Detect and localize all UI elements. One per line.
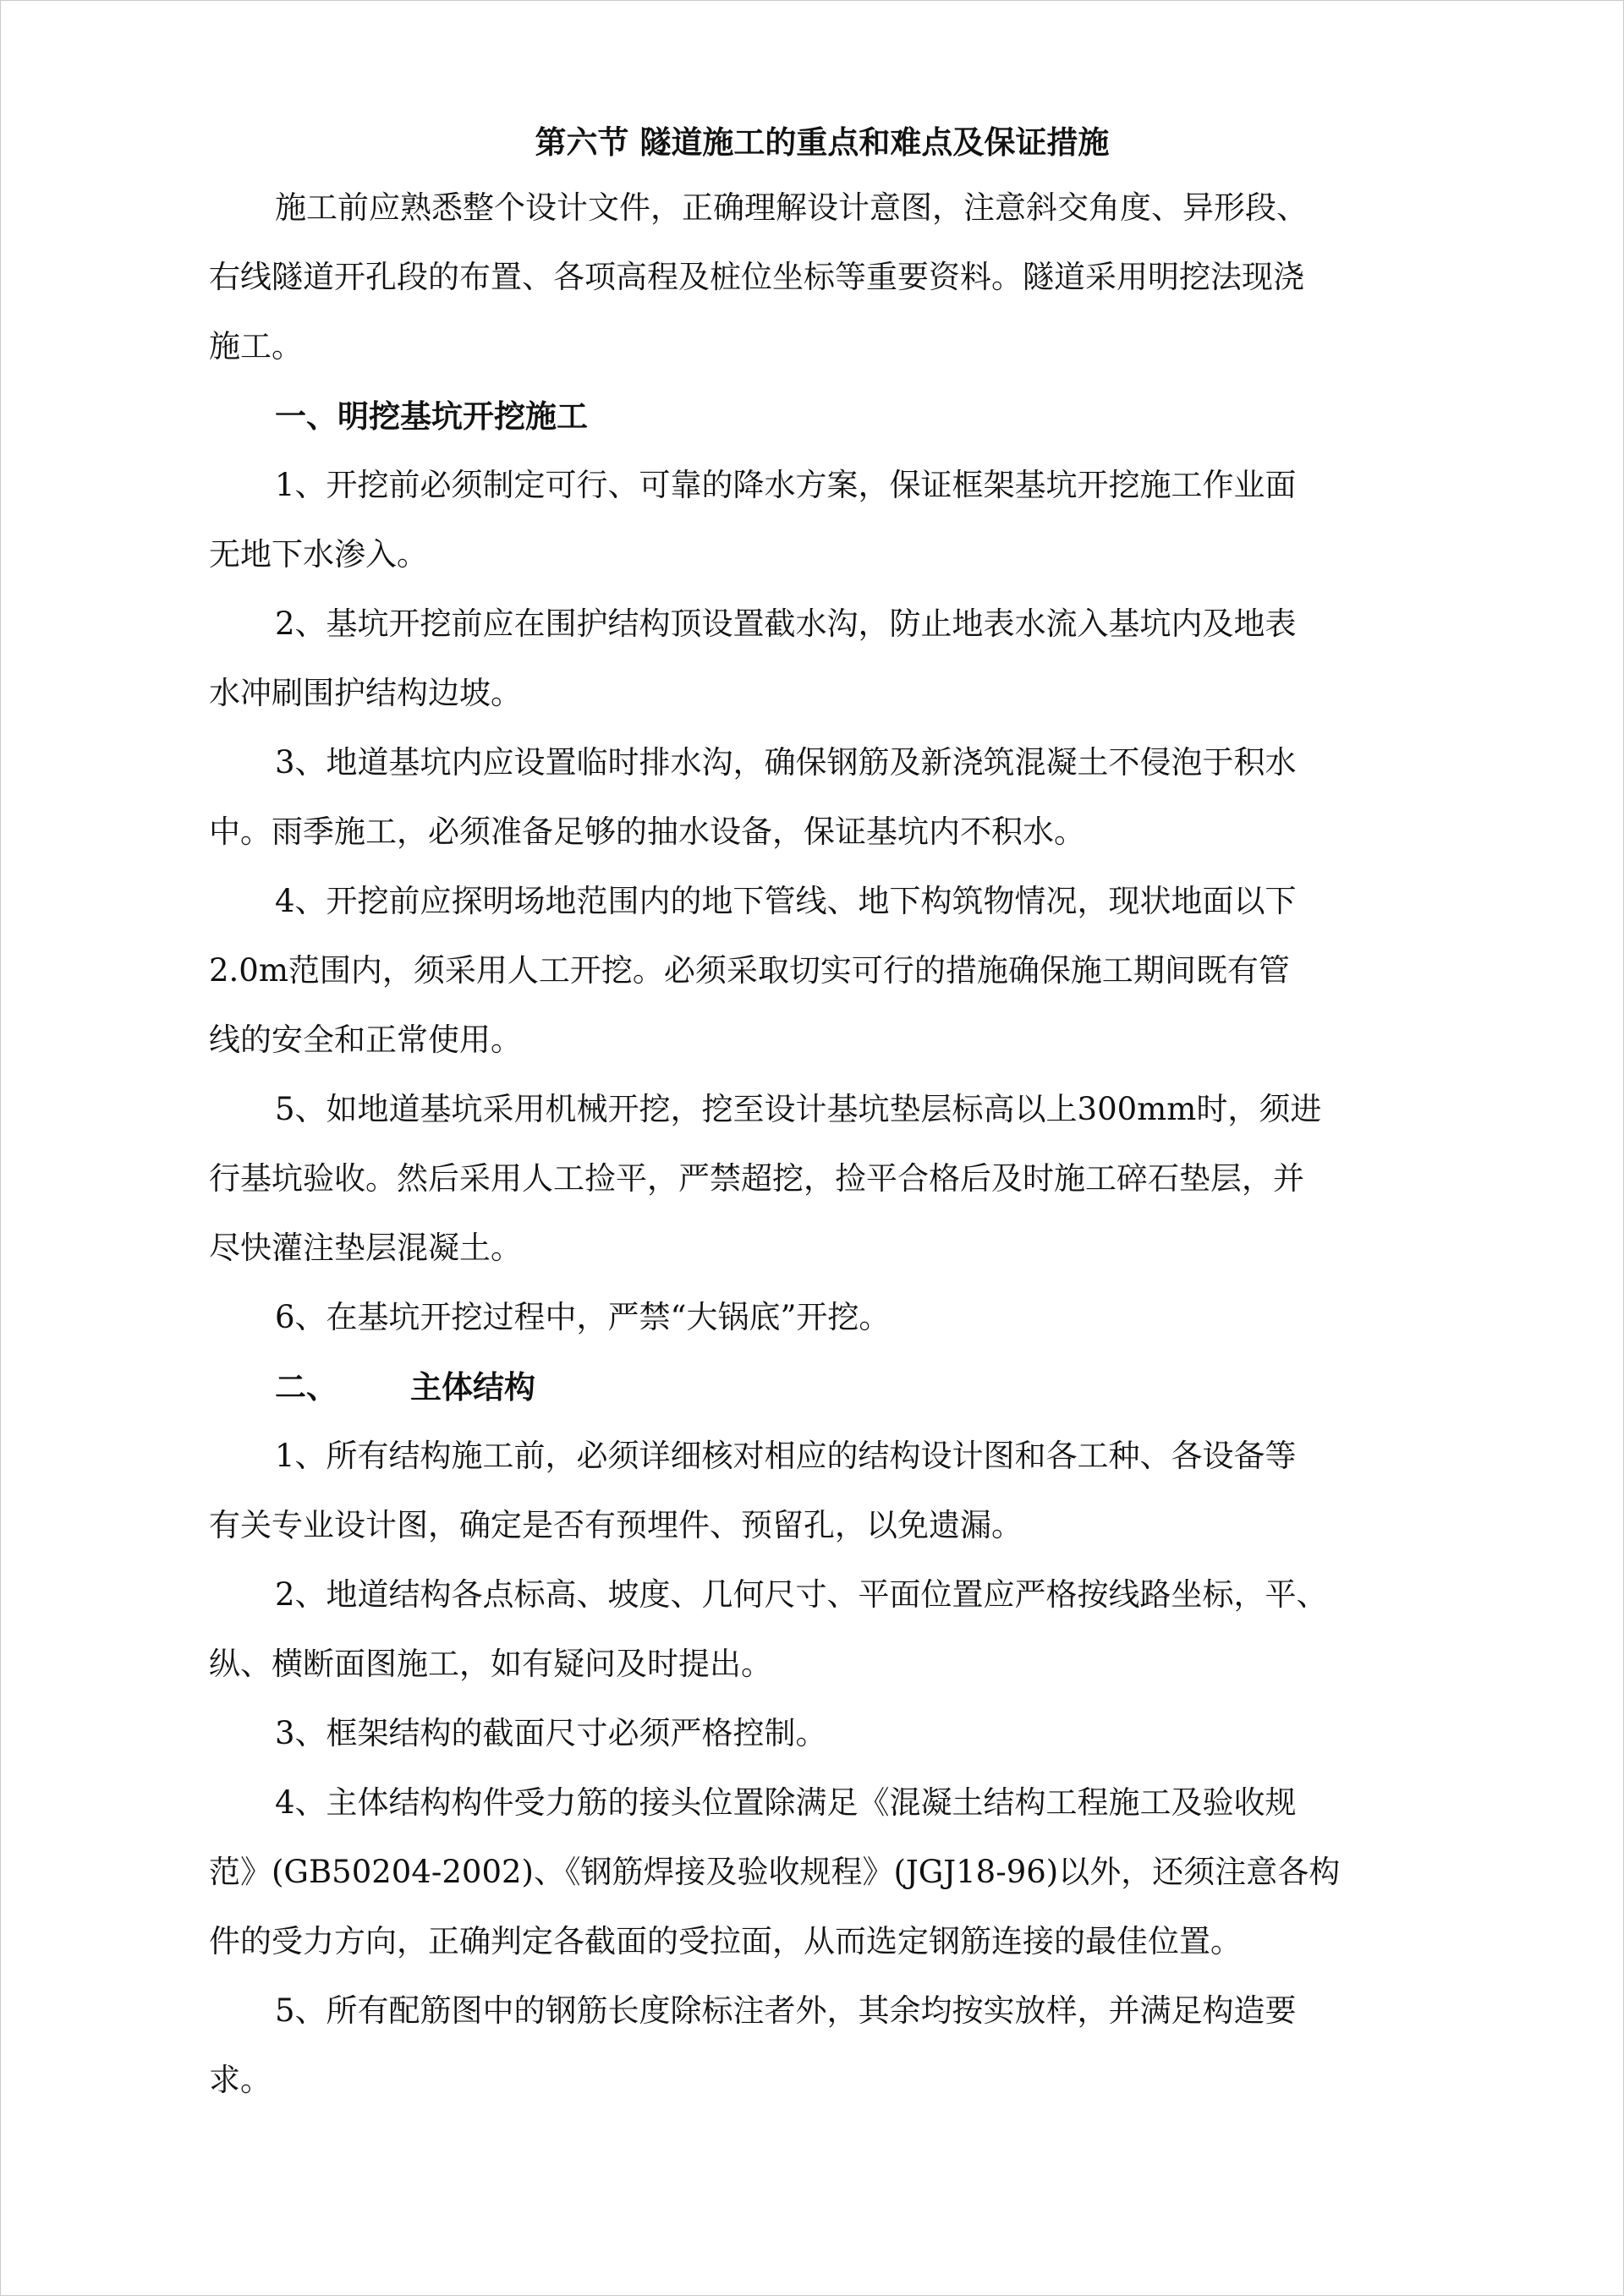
structure-item-3: 3、框架结构的截面尺寸必须严格控制。 [275, 1715, 827, 1751]
excavation-item-1-cont: 无地下水渗入。 [209, 536, 428, 573]
intro-line: 右线隧道开孔段的布置、各项高程及桩位坐标等重要资料。隧道采用明挖法现浇 [209, 259, 1304, 295]
excavation-item-2: 2、基坑开挖前应在围护结构顶设置截水沟，防止地表水流入基坑内及地表 [275, 606, 1297, 642]
heading-text: 主体结构 [410, 1368, 535, 1406]
structure-item-2-cont: 纵、横断面图施工，如有疑问及时提出。 [209, 1646, 772, 1682]
structure-item-2: 2、地道结构各点标高、坡度、几何尺寸、平面位置应严格按线路坐标，平、 [275, 1576, 1328, 1613]
structure-item-4-cont: 件的受力方向，正确判定各截面的受拉面，从而选定钢筋连接的最佳位置。 [209, 1923, 1242, 1959]
heading-excavation: 一、明挖基坑开挖施工 [275, 397, 588, 435]
section-title: 第六节 隧道施工的重点和难点及保证措施 [535, 123, 1110, 161]
excavation-item-6: 6、在基坑开挖过程中，严禁“大锅底”开挖。 [275, 1299, 891, 1335]
intro-line: 施工前应熟悉整个设计文件，正确理解设计意图，注意斜交角度、异形段、 [275, 189, 1308, 226]
structure-item-1-cont: 有关专业设计图，确定是否有预埋件、预留孔，以免遗漏。 [209, 1507, 1023, 1543]
excavation-item-4-cont: 线的安全和正常使用。 [209, 1022, 522, 1058]
excavation-item-5: 5、如地道基坑采用机械开挖，挖至设计基坑垫层标高以上300mm时，须进 [275, 1091, 1322, 1127]
excavation-item-5-cont: 行基坑验收。然后采用人工捡平，严禁超挖，捡平合格后及时施工碎石垫层，并 [209, 1160, 1304, 1197]
heading-main-structure [209, 1352, 1435, 1422]
document-body [209, 111, 1435, 2115]
excavation-item-4-cont: 2.0m范围内，须采用人工开挖。必须采取切实可行的措施确保施工期间既有管 [209, 952, 1290, 989]
excavation-item-3-cont: 中。雨季施工，必须准备足够的抽水设备，保证基坑内不积水。 [209, 814, 1085, 850]
heading-number: 二、 [275, 1368, 337, 1406]
structure-item-5: 5、所有配筋图中的钢筋长度除标注者外，其余均按实放样，并满足构造要 [275, 1992, 1297, 2029]
excavation-item-1: 1、开挖前必须制定可行、可靠的降水方案，保证框架基坑开挖施工作业面 [275, 467, 1297, 503]
structure-item-4: 4、主体结构构件受力筋的接头位置除满足《混凝土结构工程施工及验收规 [275, 1784, 1297, 1821]
structure-item-5-cont: 求。 [209, 2062, 272, 2098]
structure-item-1: 1、所有结构施工前，必须详细核对相应的结构设计图和各工种、各设备等 [275, 1438, 1297, 1474]
excavation-item-2-cont: 水冲刷围护结构边坡。 [209, 675, 522, 711]
excavation-item-5-cont: 尽快灌注垫层混凝土。 [209, 1230, 522, 1266]
structure-item-4-cont: 范》(GB50204-2002)、《钢筋焊接及验收规程》(JGJ18-96)以外，还须注意各构 [209, 1854, 1341, 1890]
intro-line: 施工。 [209, 328, 303, 364]
excavation-item-4: 4、开挖前应探明场地范围内的地下管线、地下构筑物情况，现状地面以下 [275, 883, 1297, 919]
excavation-item-3: 3、地道基坑内应设置临时排水沟，确保钢筋及新浇筑混凝土不侵泡于积水 [275, 744, 1297, 781]
